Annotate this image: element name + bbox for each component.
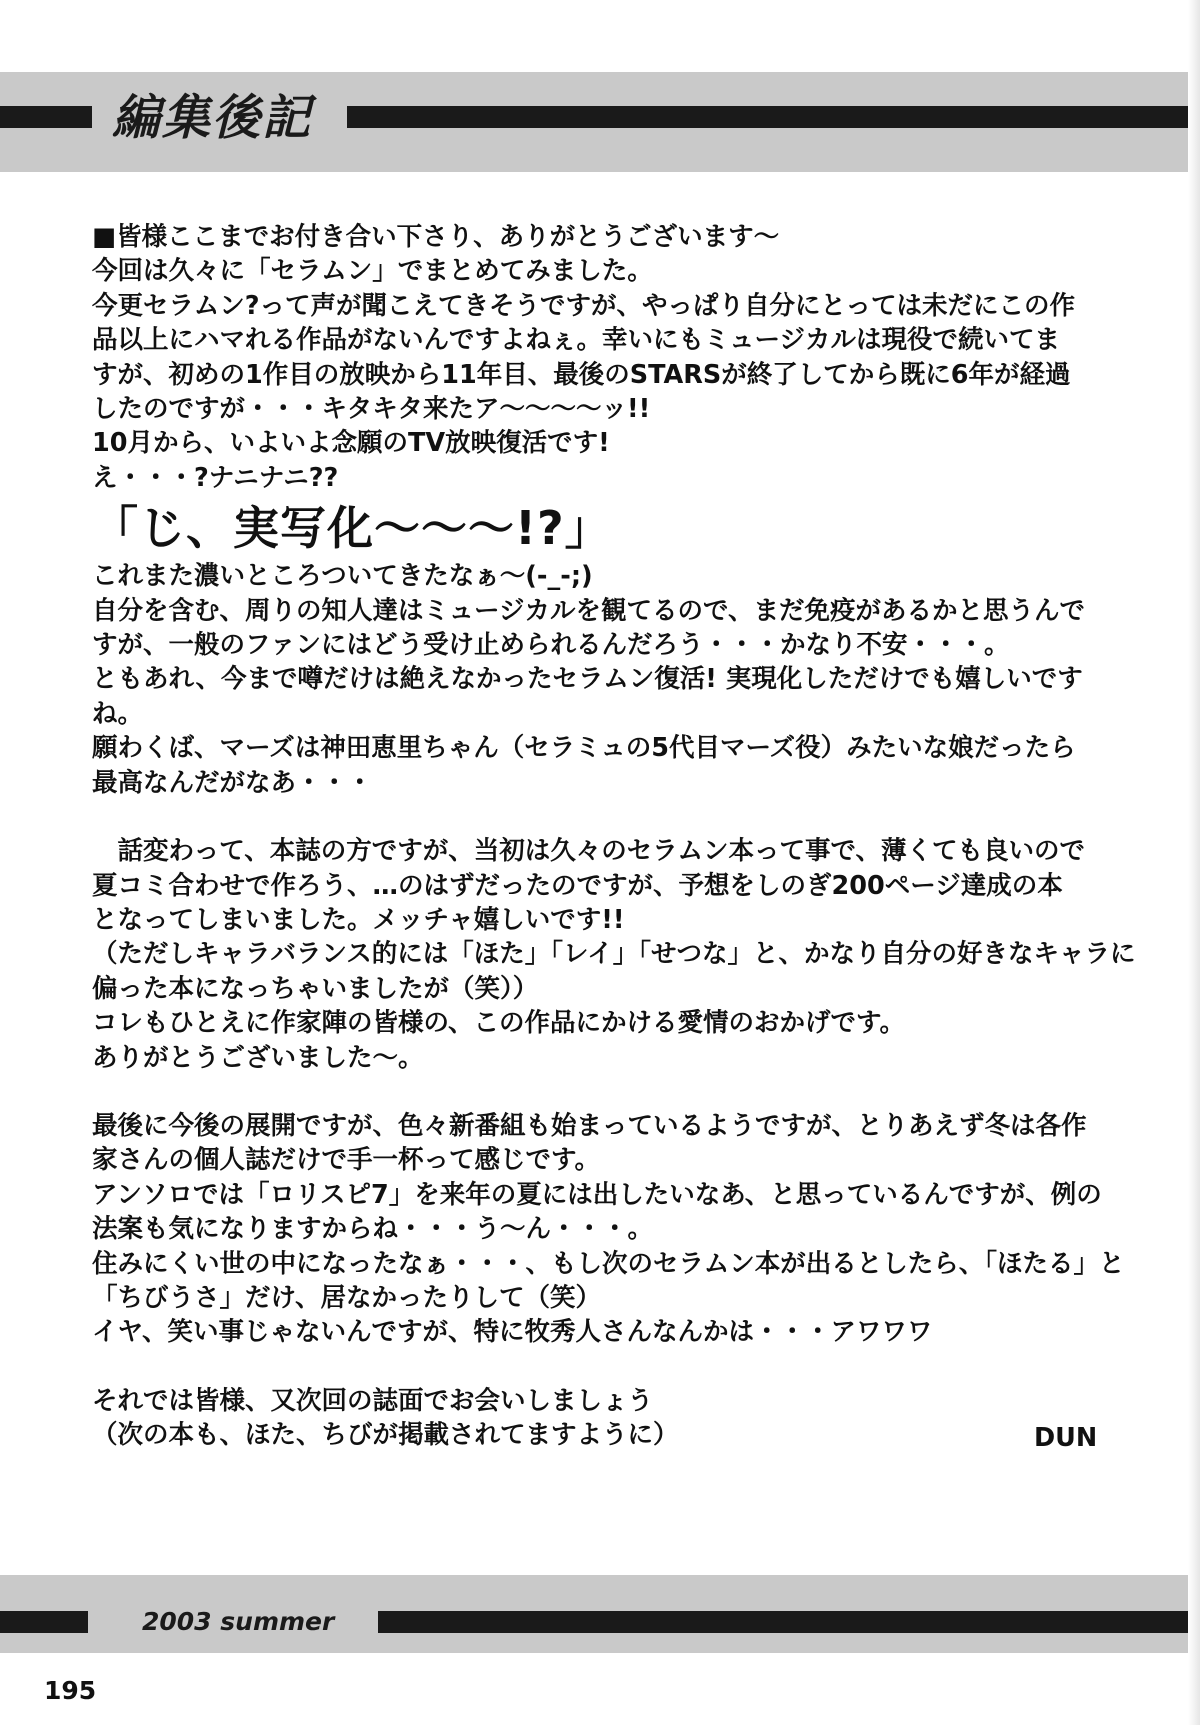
text-line: （次の本も、ほた、ちびが掲載されてますように） — [92, 1420, 679, 1451]
text-line: ともあれ、今まで噂だけは絶えなかったセラムン復活! 実現化しただけでも嬉しいです — [92, 664, 1083, 695]
paragraph-gap — [92, 1350, 1132, 1384]
text-line: アンソロでは「ロリスピ7」を来年の夏には出したいなあ、と思っているんですが、例の — [92, 1179, 1102, 1210]
text-line: ね。 — [92, 698, 144, 729]
header-bar-right — [347, 106, 1200, 128]
afterword-body — [92, 220, 1136, 1453]
text-line: ■皆様ここまでお付き合い下さり、ありがとうございます～ — [92, 222, 780, 252]
text-line: 品以上にハマれる作品がないんですよねぇ。幸いにもミュージカルは現役で続いてま — [92, 325, 1060, 356]
exclamation-heading: 「じ、実写化～～～!?」 — [92, 501, 612, 556]
text-line: となってしまいました。メッチャ嬉しいです!! — [92, 904, 625, 935]
text-line: 法案も気になりますからね・・・う～ん・・・。 — [92, 1214, 654, 1245]
text-line: 夏コミ合わせで作ろう、…のはずだったのですが、予想をしのぎ200ページ達成の本 — [92, 870, 1063, 901]
text-line: （ただしキャラバランス的には「ほた」「レイ」「せつな」と、かなり自分の好きなキャラに — [92, 939, 1136, 970]
text-line: 偏った本になっちゃいましたが（笑）） — [92, 973, 539, 1004]
text-line: 住みにくい世の中になったなぁ・・・、もし次のセラムン本が出るとしたら、「ほたる」と — [92, 1248, 1125, 1279]
text-line: したのですが・・・キタキタ来たア～～～～ッ!! — [92, 394, 651, 425]
page-edge-shadow — [1188, 0, 1200, 1725]
text-line: 願わくば、マーズは神田恵里ちゃん（セラミュの5代目マーズ役）みたいな娘だったら — [92, 733, 1076, 764]
text-line: 自分を含む、周りの知人達はミュージカルを観てるので、まだ免疫があるかと思うんで — [92, 595, 1085, 626]
page-title: 編集後記 — [112, 90, 313, 146]
text-line: すが、一般のファンにはどう受け止められるんだろう・・・かなり不安・・・。 — [92, 630, 1010, 661]
text-line: 最後に今後の展開ですが、色々新番組も始まっているようですが、とりあえず冬は各作 — [92, 1110, 1087, 1141]
header-bar-left — [0, 106, 92, 128]
text-line: 最高なんだがなあ・・・ — [92, 767, 373, 798]
text-line: イヤ、笑い事じゃないんですが、特に牧秀人さんなんかは・・・アワワワ — [92, 1317, 933, 1348]
text-line: え・・・?ナニナニ?? — [92, 462, 339, 493]
text-line: それでは皆様、又次回の誌面でお会いしましょう — [92, 1385, 654, 1416]
text-line: コレもひとえに作家陣の皆様の、この作品にかける愛情のおかげです。 — [92, 1008, 905, 1039]
author-signature: DUN — [1034, 1423, 1098, 1453]
text-line: 今回は久々に「セラムン」でまとめてみました。 — [92, 256, 653, 287]
text-line: 家さんの個人誌だけで手一杯って感じです。 — [92, 1145, 600, 1176]
paragraph-gap — [92, 800, 1132, 834]
text-line: ありがとうございました～。 — [92, 1042, 424, 1073]
page-number: 195 — [44, 1676, 97, 1705]
text-line: これまた濃いところついてきたなぁ～(-_-;) — [92, 561, 593, 592]
footer-bar-left — [0, 1611, 88, 1633]
text-line: すが、初めの1作目の放映から11年目、最後のSTARSが終了してから既に6年が経過 — [92, 359, 1071, 390]
text-line: 今更セラムン?って声が聞こえてきそうですが、やっぱり自分にとっては未だにこの作 — [92, 290, 1076, 321]
footer-bar-right — [378, 1611, 1200, 1633]
text-line: 10月から、いよいよ念願のTV放映復活です! — [92, 428, 610, 459]
text-line: 「ちびうさ」だけ、居なかったりして（笑） — [92, 1282, 601, 1313]
text-line: 話変わって、本誌の方ですが、当初は久々のセラムン本って事で、薄くても良いので — [92, 836, 1085, 867]
footer-label: 2003 summer — [142, 1607, 335, 1636]
paragraph-gap — [92, 1075, 1132, 1109]
